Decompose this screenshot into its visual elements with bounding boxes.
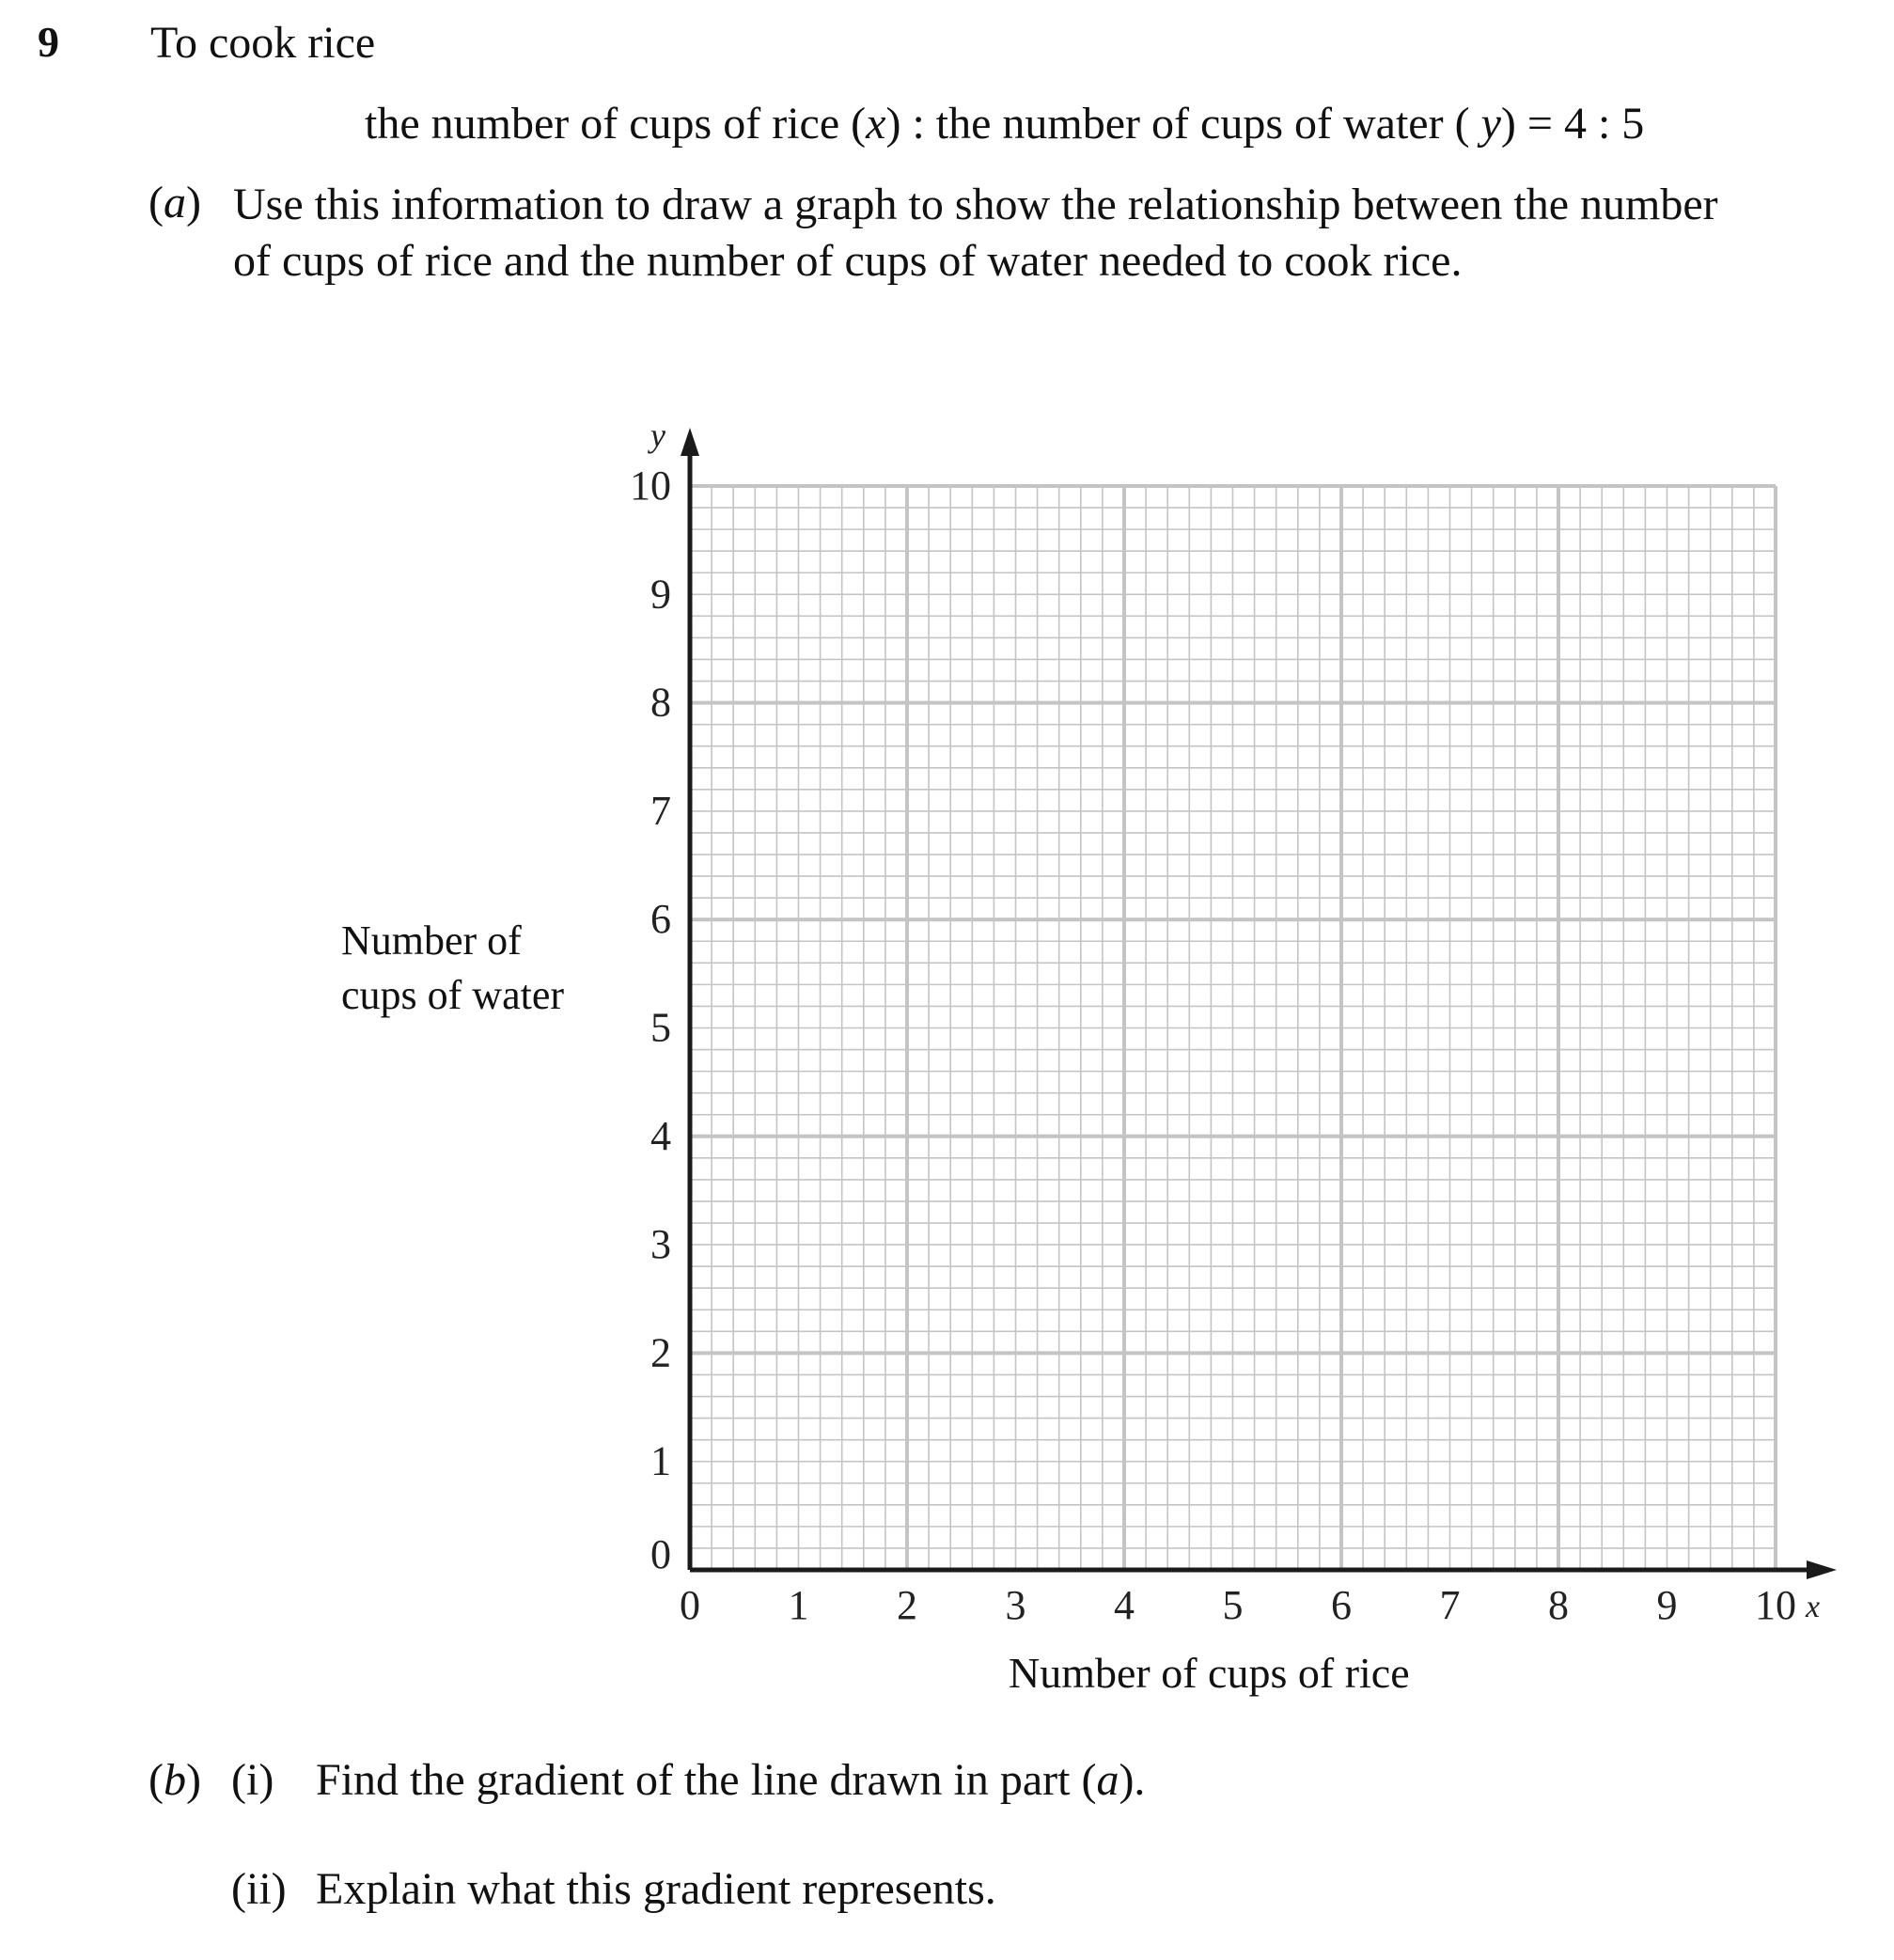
minor-grid [690, 486, 1776, 1570]
y-axis-title-line-2: cups of water [341, 972, 565, 1018]
part-a-line-2: of cups of rice and the number of cups of water needed to cook rice. [233, 236, 1463, 286]
part-b-i-text [316, 1754, 1145, 1806]
y-tick-label: 0 [650, 1531, 671, 1577]
ratio-text-2: ) : the number of cups of water ( [885, 99, 1481, 149]
ratio-var-y: y [1480, 99, 1501, 149]
question-number: 9 [38, 18, 59, 66]
x-tick-label: 5 [1222, 1582, 1244, 1628]
x-tick-label: 7 [1439, 1582, 1461, 1628]
x-tick-label: 10 [1755, 1582, 1796, 1628]
part-b-label-letter: b [163, 1755, 186, 1805]
y-tick-label: 5 [650, 1004, 671, 1051]
y-tick-label: 2 [650, 1329, 671, 1376]
y-tick-label: 9 [650, 571, 671, 618]
part-a-line-1: Use this information to draw a graph to show the relationship between the number [233, 180, 1718, 229]
question-title: To cook rice [150, 18, 376, 68]
ratio-var-x: x [866, 99, 886, 149]
y-tick-label: 7 [650, 787, 671, 834]
x-axis-arrow-icon [1807, 1560, 1837, 1579]
x-tick-label: 3 [1005, 1582, 1026, 1628]
part-b-i-text-var: a [1096, 1755, 1119, 1805]
ratio-text-1: the number of cups of rice ( [365, 99, 867, 149]
x-tick-label: 0 [680, 1582, 700, 1628]
y-tick-label: 4 [650, 1112, 671, 1159]
part-a-label-open: ( [149, 178, 164, 227]
part-b-i-text-before: Find the gradient of the line drawn in part ( [316, 1755, 1097, 1805]
axes [648, 416, 1837, 1624]
part-b-ii-text: Explain what this gradient represents. [316, 1864, 996, 1914]
x-tick-labels [680, 1582, 1796, 1628]
part-b-label-close: ) [185, 1755, 201, 1805]
x-tick-label: 2 [897, 1582, 917, 1628]
y-tick-label: 8 [650, 679, 671, 726]
y-tick-label: 1 [650, 1437, 671, 1484]
y-tick-labels [630, 463, 671, 1577]
x-tick-label: 8 [1548, 1582, 1569, 1628]
x-axis-title: Number of cups of rice [1009, 1649, 1410, 1697]
part-a-label-close: ) [185, 178, 201, 227]
y-tick-label: 10 [630, 463, 671, 509]
part-b-label [149, 1754, 201, 1806]
y-axis-arrow-icon [681, 428, 699, 456]
part-b-i-label: (i) [231, 1755, 274, 1805]
x-tick-label: 1 [788, 1582, 809, 1628]
y-tick-label: 6 [650, 896, 671, 943]
x-axis-variable: x [1806, 1590, 1821, 1624]
ratio-text-3: ) = 4 : 5 [1500, 99, 1645, 149]
y-tick-label: 3 [650, 1221, 671, 1268]
y-axis-title-line-1: Number of [341, 917, 522, 964]
part-b-i-text-after: ). [1119, 1755, 1146, 1805]
y-axis-variable: y [650, 416, 665, 454]
part-a-label-letter: a [163, 178, 186, 227]
x-tick-label: 6 [1331, 1582, 1352, 1628]
part-b-ii-label: (ii) [231, 1864, 287, 1914]
x-tick-label: 9 [1656, 1582, 1678, 1628]
x-tick-label: 4 [1114, 1582, 1135, 1628]
part-b-label-open: ( [149, 1755, 164, 1805]
